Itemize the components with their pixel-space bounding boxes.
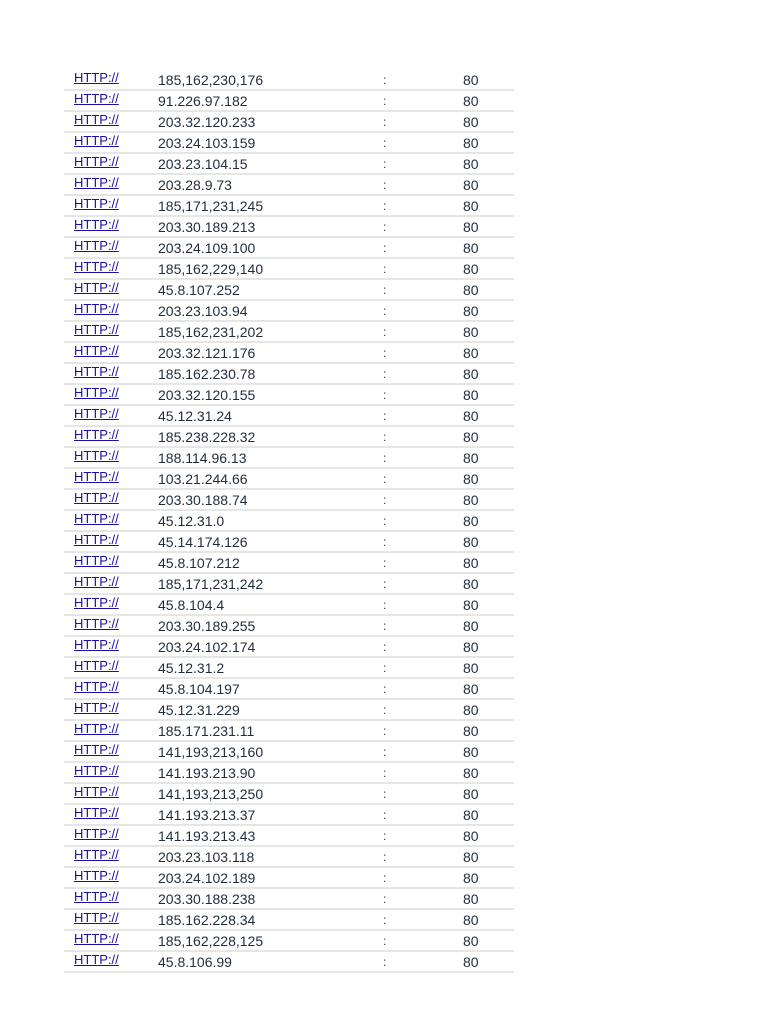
proxy-row [64,783,514,804]
protocol-cell [64,552,158,573]
ip-address: 203.32.121.176 [158,344,256,361]
proxy-row [64,195,514,216]
port-number: 80 [463,890,479,907]
port-separator: : [383,870,387,885]
port-number: 80 [463,218,479,235]
port-separator: : [383,429,387,444]
protocol-cell [64,594,158,615]
protocol-cell [64,951,158,972]
proxy-row [64,888,514,909]
protocol-link[interactable]: HTTP:// [74,364,119,380]
protocol-cell [64,636,158,657]
proxy-row [64,720,514,741]
ip-address: 185.171.231.11 [158,722,255,739]
proxy-row [64,300,514,321]
proxy-row [64,489,514,510]
port-separator: : [383,408,387,423]
protocol-cell [64,489,158,510]
ip-address: 45.8.107.252 [158,281,240,298]
ip-address: 45.12.31.229 [158,701,240,718]
port-number: 80 [463,785,479,802]
port-number: 80 [463,701,479,718]
ip-address: 203.32.120.155 [158,386,256,403]
port-separator: : [383,387,387,402]
protocol-cell [64,447,158,468]
port-separator: : [383,513,387,528]
protocol-cell [64,846,158,867]
proxy-row [64,762,514,783]
protocol-link[interactable]: HTTP:// [74,112,119,128]
proxy-list-body [64,70,514,972]
proxy-row [64,132,514,153]
protocol-cell [64,657,158,678]
protocol-link[interactable]: HTTP:// [74,721,119,737]
protocol-link[interactable]: HTTP:// [74,343,119,359]
port-separator: : [383,660,387,675]
port-number: 80 [463,722,479,739]
protocol-link[interactable]: HTTP:// [74,511,119,527]
port-separator: : [383,324,387,339]
proxy-row [64,174,514,195]
port-separator: : [383,954,387,969]
proxy-row [64,321,514,342]
ip-address: 203.24.103.159 [158,134,256,151]
ip-address: 185,171,231,242 [158,575,264,592]
ip-address: 185,171,231,245 [158,197,264,214]
protocol-cell [64,300,158,321]
proxy-row [64,468,514,489]
ip-address: 45.12.31.0 [158,512,225,529]
proxy-row [64,846,514,867]
port-separator: : [383,72,387,87]
ip-address: 141.193.213.90 [158,764,256,781]
protocol-link[interactable]: HTTP:// [74,637,119,653]
protocol-cell [64,783,158,804]
protocol-link[interactable]: HTTP:// [74,952,119,968]
port-separator: : [383,135,387,150]
protocol-link[interactable]: HTTP:// [74,532,119,548]
port-number: 80 [463,911,479,928]
protocol-link[interactable]: HTTP:// [74,175,119,191]
port-number: 80 [463,932,479,949]
protocol-link[interactable]: HTTP:// [74,889,119,905]
proxy-row [64,951,514,972]
ip-address: 141.193.213.43 [158,827,256,844]
protocol-link[interactable]: HTTP:// [74,868,119,884]
port-separator: : [383,156,387,171]
protocol-cell [64,699,158,720]
protocol-cell [64,384,158,405]
proxy-row [64,804,514,825]
ip-address: 203.30.189.213 [158,218,256,235]
port-number: 80 [463,491,479,508]
port-separator: : [383,849,387,864]
port-separator: : [383,492,387,507]
ip-address: 203.30.189.255 [158,617,256,634]
proxy-row [64,510,514,531]
ip-address: 185,162,231,202 [158,323,264,340]
protocol-cell [64,132,158,153]
protocol-cell [64,825,158,846]
proxy-row [64,657,514,678]
proxy-row [64,678,514,699]
protocol-link[interactable]: HTTP:// [74,700,119,716]
protocol-cell [64,153,158,174]
proxy-row [64,90,514,111]
port-separator: : [383,933,387,948]
proxy-row [64,237,514,258]
ip-address: 203.24.102.174 [158,638,256,655]
port-separator: : [383,807,387,822]
proxy-row [64,930,514,951]
port-number: 80 [463,659,479,676]
port-separator: : [383,177,387,192]
proxy-row [64,342,514,363]
port-separator: : [383,450,387,465]
protocol-cell [64,174,158,195]
proxy-row [64,594,514,615]
protocol-link[interactable]: HTTP:// [74,553,119,569]
port-number: 80 [463,512,479,529]
port-separator: : [383,681,387,696]
port-number: 80 [463,470,479,487]
protocol-cell [64,426,158,447]
protocol-link[interactable]: HTTP:// [74,70,119,86]
protocol-link[interactable]: HTTP:// [74,238,119,254]
proxy-row [64,426,514,447]
protocol-link[interactable]: HTTP:// [74,784,119,800]
port-number: 80 [463,176,479,193]
protocol-link[interactable]: HTTP:// [74,91,119,107]
protocol-link[interactable]: HTTP:// [74,826,119,842]
protocol-link[interactable]: HTTP:// [74,280,119,296]
proxy-list-table [64,70,514,973]
port-separator: : [383,555,387,570]
port-separator: : [383,303,387,318]
port-number: 80 [463,365,479,382]
protocol-link[interactable]: HTTP:// [74,301,119,317]
ip-address: 185.238.228.32 [158,428,256,445]
protocol-cell [64,216,158,237]
ip-address: 185.162.230.78 [158,365,256,382]
ip-address: 141.193.213.37 [158,806,256,823]
ip-address: 203.23.103.118 [158,848,255,865]
port-number: 80 [463,680,479,697]
protocol-cell [64,762,158,783]
port-separator: : [383,786,387,801]
port-number: 80 [463,407,479,424]
protocol-cell [64,720,158,741]
proxy-row [64,573,514,594]
protocol-cell [64,279,158,300]
protocol-cell [64,909,158,930]
ip-address: 203.23.103.94 [158,302,248,319]
protocol-cell [64,363,158,384]
port-number: 80 [463,71,479,88]
port-separator: : [383,891,387,906]
protocol-link[interactable]: HTTP:// [74,658,119,674]
port-number: 80 [463,197,479,214]
protocol-cell [64,70,158,90]
port-number: 80 [463,617,479,634]
proxy-row [64,111,514,132]
ip-address: 203.28.9.73 [158,176,232,193]
port-number: 80 [463,260,479,277]
port-number: 80 [463,827,479,844]
ip-address: 203.23.104.15 [158,155,248,172]
protocol-link[interactable]: HTTP:// [74,805,119,821]
protocol-cell [64,321,158,342]
port-separator: : [383,198,387,213]
ip-address: 203.24.109.100 [158,239,256,256]
port-number: 80 [463,344,479,361]
port-separator: : [383,702,387,717]
port-separator: : [383,744,387,759]
port-separator: : [383,345,387,360]
ip-address: 103.21.244.66 [158,470,248,487]
proxy-row [64,909,514,930]
protocol-link[interactable]: HTTP:// [74,385,119,401]
proxy-row [64,279,514,300]
protocol-link[interactable]: HTTP:// [74,406,119,422]
port-separator: : [383,534,387,549]
protocol-link[interactable]: HTTP:// [74,679,119,695]
protocol-cell [64,468,158,489]
ip-address: 141,193,213,250 [158,785,264,802]
ip-address: 185,162,229,140 [158,260,264,277]
proxy-row [64,216,514,237]
protocol-cell [64,888,158,909]
ip-address: 45.12.31.2 [158,659,225,676]
ip-address: 45.12.31.24 [158,407,232,424]
port-number: 80 [463,386,479,403]
protocol-cell [64,678,158,699]
port-number: 80 [463,554,479,571]
port-number: 80 [463,134,479,151]
port-separator: : [383,765,387,780]
port-number: 80 [463,953,479,970]
protocol-link[interactable]: HTTP:// [74,133,119,149]
proxy-row [64,741,514,762]
protocol-link[interactable]: HTTP:// [74,448,119,464]
proxy-row [64,825,514,846]
port-number: 80 [463,113,479,130]
protocol-cell [64,573,158,594]
protocol-link[interactable]: HTTP:// [74,322,119,338]
protocol-link[interactable]: HTTP:// [74,931,119,947]
protocol-cell [64,405,158,426]
port-number: 80 [463,848,479,865]
ip-address: 45.8.106.99 [158,953,232,970]
port-number: 80 [463,596,479,613]
proxy-row [64,258,514,279]
protocol-link[interactable]: HTTP:// [74,259,119,275]
proxy-row [64,867,514,888]
proxy-row [64,384,514,405]
proxy-row [64,405,514,426]
ip-address: 45.8.104.197 [158,680,240,697]
port-separator: : [383,639,387,654]
protocol-cell [64,237,158,258]
ip-address: 203.24.102.189 [158,869,256,886]
protocol-link[interactable]: HTTP:// [74,742,119,758]
ip-address: 188.114.96.13 [158,449,247,466]
ip-address: 203.30.188.74 [158,491,248,508]
port-number: 80 [463,428,479,445]
protocol-link[interactable]: HTTP:// [74,595,119,611]
ip-address: 185,162,228,125 [158,932,264,949]
protocol-link[interactable]: HTTP:// [74,490,119,506]
port-separator: : [383,114,387,129]
protocol-cell [64,342,158,363]
protocol-link[interactable]: HTTP:// [74,847,119,863]
protocol-cell [64,867,158,888]
port-separator: : [383,471,387,486]
port-number: 80 [463,764,479,781]
protocol-link[interactable]: HTTP:// [74,427,119,443]
ip-address: 185.162.228.34 [158,911,256,928]
proxy-row [64,70,514,90]
proxy-row [64,552,514,573]
port-number: 80 [463,869,479,886]
port-separator: : [383,597,387,612]
port-number: 80 [463,155,479,172]
port-separator: : [383,828,387,843]
port-separator: : [383,576,387,591]
protocol-cell [64,258,158,279]
proxy-row [64,531,514,552]
ip-address: 185,162,230,176 [158,71,264,88]
protocol-link[interactable]: HTTP:// [74,763,119,779]
proxy-row [64,447,514,468]
port-separator: : [383,912,387,927]
port-separator: : [383,618,387,633]
ip-address: 45.14.174.126 [158,533,248,550]
port-separator: : [383,723,387,738]
protocol-cell [64,804,158,825]
protocol-cell [64,111,158,132]
ip-address: 91.226.97.182 [158,92,248,109]
proxy-row [64,699,514,720]
protocol-cell [64,90,158,111]
protocol-link[interactable]: HTTP:// [74,616,119,632]
port-number: 80 [463,743,479,760]
port-separator: : [383,219,387,234]
port-separator: : [383,93,387,108]
protocol-cell [64,510,158,531]
port-number: 80 [463,638,479,655]
protocol-link[interactable]: HTTP:// [74,196,119,212]
protocol-cell [64,930,158,951]
protocol-cell [64,195,158,216]
port-separator: : [383,282,387,297]
protocol-link[interactable]: HTTP:// [74,574,119,590]
protocol-cell [64,615,158,636]
port-number: 80 [463,533,479,550]
port-number: 80 [463,302,479,319]
protocol-cell [64,741,158,762]
protocol-cell [64,531,158,552]
proxy-row [64,153,514,174]
port-number: 80 [463,806,479,823]
ip-address: 45.8.107.212 [158,554,240,571]
protocol-link[interactable]: HTTP:// [74,217,119,233]
protocol-link[interactable]: HTTP:// [74,910,119,926]
port-separator: : [383,240,387,255]
proxy-row [64,363,514,384]
ip-address: 203.30.188.238 [158,890,256,907]
ip-address: 141,193,213,160 [158,743,264,760]
port-separator: : [383,261,387,276]
ip-address: 45.8.104.4 [158,596,225,613]
port-number: 80 [463,449,479,466]
port-number: 80 [463,239,479,256]
protocol-link[interactable]: HTTP:// [74,469,119,485]
port-number: 80 [463,281,479,298]
proxy-row [64,636,514,657]
port-number: 80 [463,92,479,109]
protocol-link[interactable]: HTTP:// [74,154,119,170]
ip-address: 203.32.120.233 [158,113,256,130]
port-number: 80 [463,575,479,592]
proxy-row [64,615,514,636]
port-number: 80 [463,323,479,340]
port-separator: : [383,366,387,381]
